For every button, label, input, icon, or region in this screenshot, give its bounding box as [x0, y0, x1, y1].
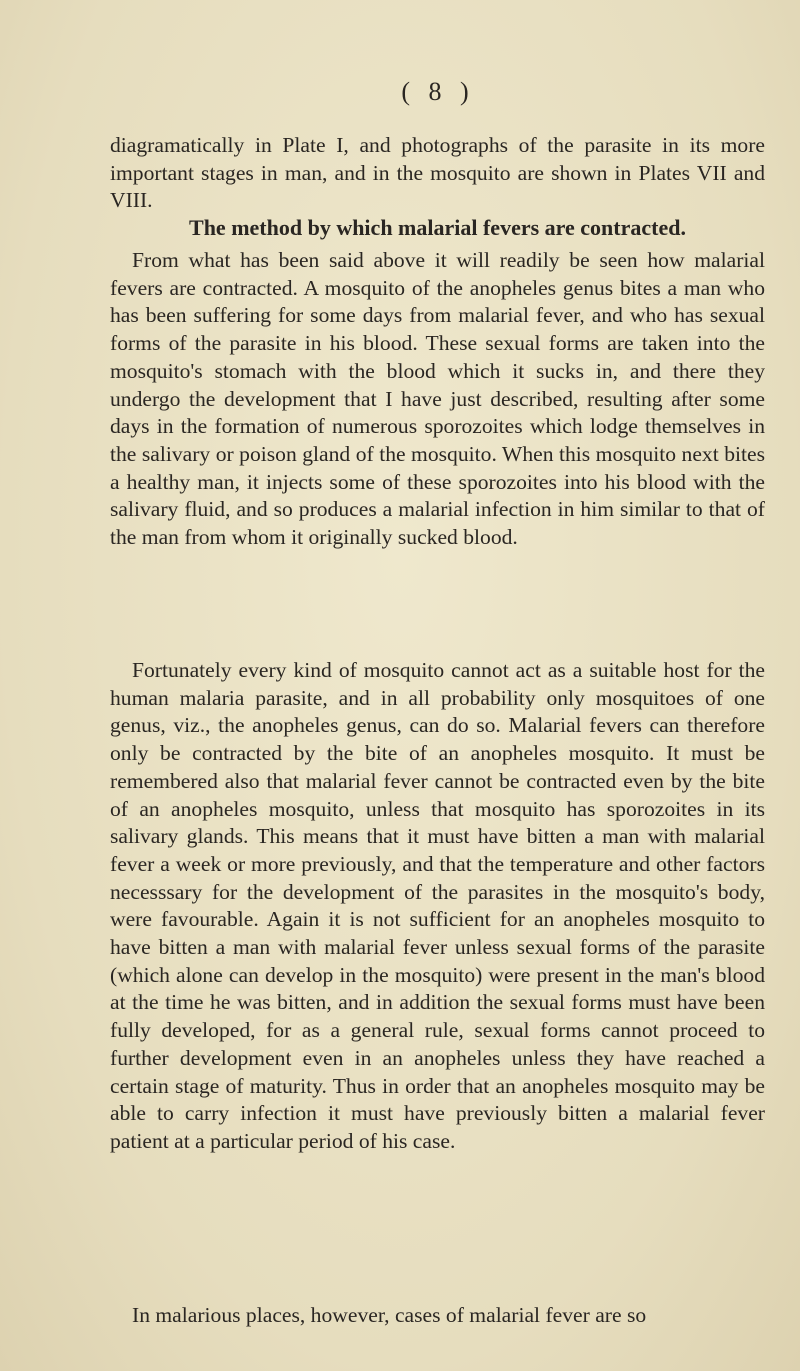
opening-paragraph: diagramatically in Plate I, and photographs of the parasite in its more important stages in man, and in the mosquito are shown in Plates VII and VIII.	[110, 133, 765, 213]
section-heading: The method by which malarial fevers are contracted.	[189, 215, 686, 240]
body-paragraph-2: Fortunately every kind of mosquito cannot act as a suitable host for the human malaria parasite, and in all probability only mosquitoes of one genus, viz., the anopheles genus, can do so. Malarial fevers can therefore only be contracted by the bite of an anopheles mosquito. It must be remembered also that malarial fever cannot be contracted even by the bite of an anopheles mosquito, unless that mosquito has sporozoites in its salivary glands. This means that it must have bitten a man with malarial fever a week or more previously, and that the temperature and other factors necesssary for the development of the parasites in the mosquito's body, were favourable. Again it is not sufficient for an anopheles mosquito to have bitten a man with malarial fever unless sexual forms of the parasite (which alone can develop in the mosquito) were present in the man's blood at the time he was bitten, and in addition the sexual forms must have been fully developed, for as a general rule, sexual forms cannot proceed to further development even in an anopheles unless they have reached a certain stage of maturity. Thus in order that an anopheles mosquito may be able to carry infection it must have previously bitten a malarial fever patient at a particular period of his case.	[110, 658, 765, 1153]
page-number: ( 8 )	[401, 77, 475, 106]
body-paragraph-1: From what has been said above it will readily be seen how malarial fevers are contracted. A mosquito of the anopheles genus bites a man who has been suffering for some days from malarial fever, and who has sexual forms of the parasite in his blood. These sexual forms are taken into the mosquito's stomach with the blood which it sucks in, and there they undergo the development that I have just described, resulting after some days in the formation of numerous sporozoites which lodge themselves in the salivary or poison gland of the mosquito. When this mosquito next bites a healthy man, it injects some of these sporozoites into his blood with the salivary fluid, and so produces a malarial infection in him similar to that of the man from whom it originally sucked blood.	[110, 248, 765, 550]
body-paragraph-3: In malarious places, however, cases of malarial fever are so	[132, 1303, 647, 1327]
